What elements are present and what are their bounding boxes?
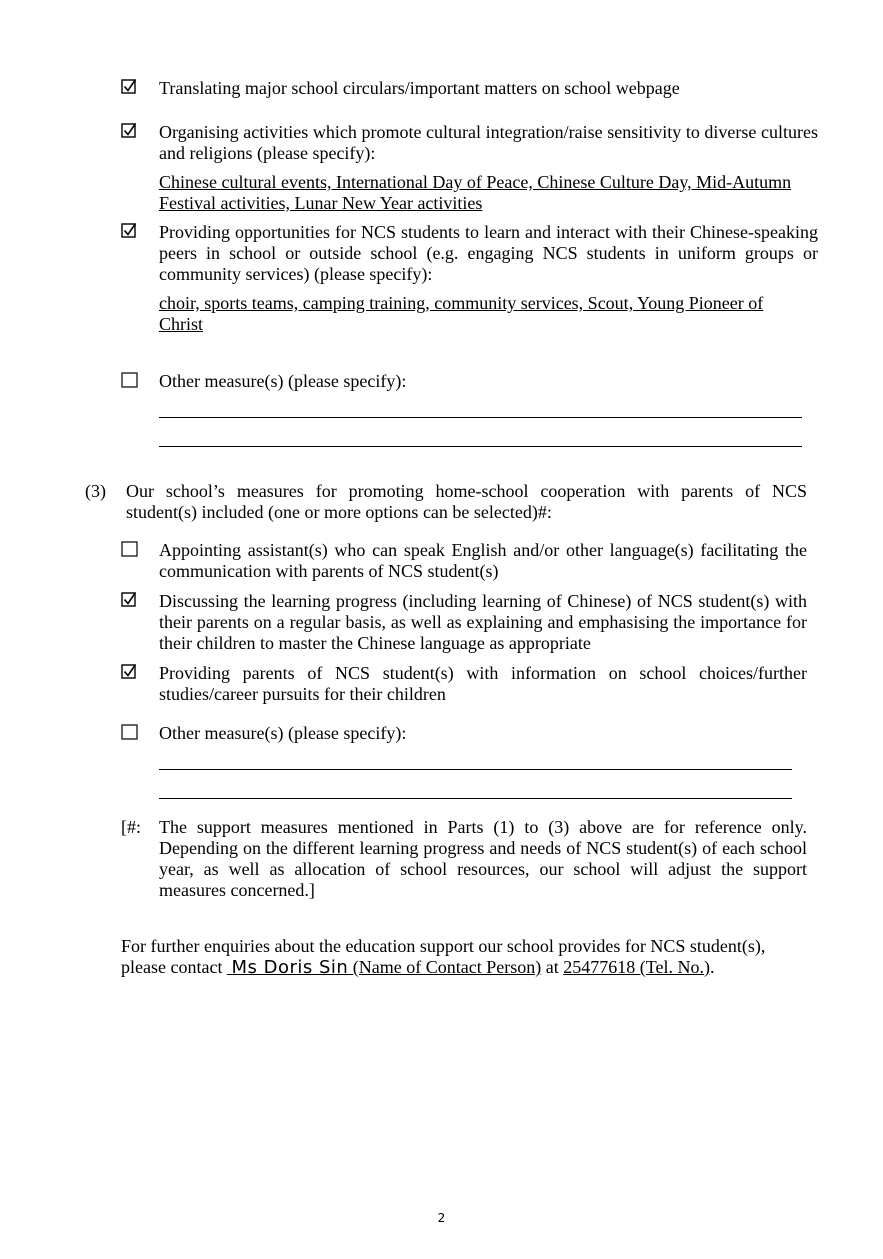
checkbox-checked-icon[interactable]: [121, 591, 138, 608]
contact-line-1: For further enquiries about the education support our school provides for NCS student(s),: [121, 936, 766, 956]
checkbox-checked-icon[interactable]: [121, 222, 138, 239]
contact-phone-field: [563, 957, 710, 977]
item-text: Other measure(s) (please specify):: [159, 723, 407, 743]
item-text: Discussing the learning progress (including learning of Chinese) of NCS student(s) with their parents on a regular basis, as well as explaining and emphasising the importance for their children to master the Chinese language as appropriate: [159, 591, 807, 653]
section-heading: Our school’s measures for promoting home-school cooperation with parents of NCS student(s) included (one or more options can be selected)#:: [126, 481, 807, 522]
item-text: Providing opportunities for NCS students to learn and interact with their Chinese-speaking peers in school or outside school (e.g. engaging NCS students in uniform groups or community services) (please specify):: [159, 222, 818, 284]
note-marker: [#:: [121, 817, 141, 837]
contact-paragraph: [121, 936, 809, 978]
note-text: The support measures mentioned in Parts (1) to (3) above are for reference only. Depending on the different learning progress and needs of NCS student(s) of each school year, as well as allocation of school resources, our school will adjust the support measures concerned.]: [159, 817, 807, 900]
page-number: 2: [437, 1211, 446, 1225]
contact-prefix: please contact: [121, 957, 223, 977]
checkbox-checked-icon[interactable]: [121, 78, 138, 95]
contact-name-label: (Name of Contact Person): [352, 957, 542, 977]
specify-answer: Chinese cultural events, International Day of Peace, Chinese Culture Day, Mid-Autumn Festival activities, Lunar New Year activities: [159, 172, 792, 213]
item-text: Providing parents of NCS student(s) with information on school choices/further studies/career pursuits for their children: [159, 663, 807, 704]
contact-phone: 25477618: [563, 957, 636, 977]
item-text: Other measure(s) (please specify):: [159, 371, 407, 391]
specify-blank-line[interactable]: [159, 446, 802, 447]
specify-answer: choir, sports teams, camping training, community services, Scout, Young Pioneer of Christ: [159, 293, 764, 334]
item-text: Translating major school circulars/important matters on school webpage: [159, 78, 680, 98]
section-number: (3): [85, 481, 106, 501]
checkbox-empty-icon[interactable]: [121, 723, 138, 740]
item-text: Appointing assistant(s) who can speak English and/or other language(s) facilitating the communication with parents of NCS student(s): [159, 540, 807, 581]
checkbox-checked-icon[interactable]: [121, 663, 138, 680]
item-text: Organising activities which promote cultural integration/raise sensitivity to diverse cultures and religions (please specify):: [159, 122, 818, 163]
checkbox-empty-icon[interactable]: [121, 371, 138, 388]
contact-line-2: [121, 957, 809, 978]
contact-name: Ms Doris Sin: [231, 957, 349, 978]
contact-end: .: [709, 957, 715, 977]
specify-blank-line[interactable]: [159, 769, 792, 770]
contact-person: [227, 957, 541, 977]
contact-phone-label: (Tel. No.): [639, 957, 710, 977]
specify-blank-line[interactable]: [159, 417, 802, 418]
contact-at: at: [545, 957, 559, 977]
specify-blank-line[interactable]: [159, 798, 792, 799]
checkbox-empty-icon[interactable]: [121, 540, 138, 557]
checkbox-checked-icon[interactable]: [121, 122, 138, 139]
